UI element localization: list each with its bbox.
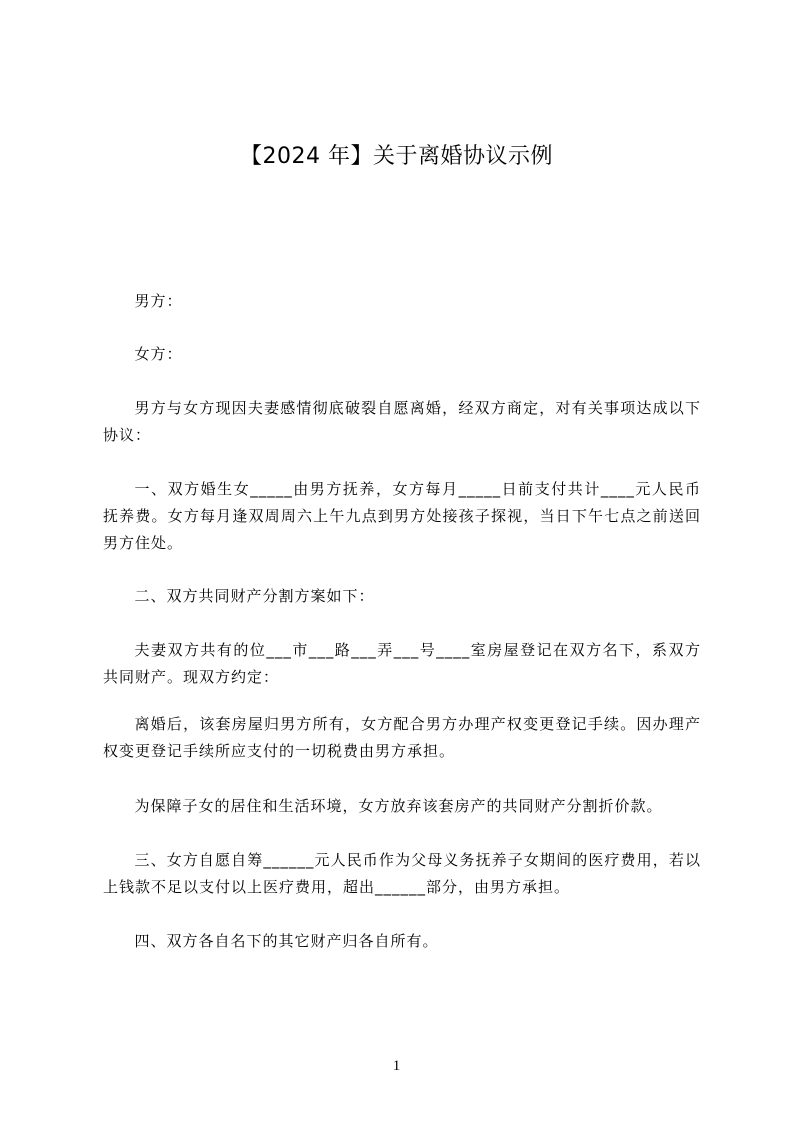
paragraph-clause-2-property: 二、双方共同财产分割方案如下： xyxy=(134,587,375,605)
paragraph-husband: 男方： xyxy=(134,292,183,310)
paragraph-joint-house: 夫妻双方共有的位___市___路___弄___号____室房屋登记在双方名下，系双方共同财产。现双方约定： xyxy=(103,641,701,686)
paragraph-clause-4-other-property: 四、双方各自名下的其它财产归各自所有。 xyxy=(134,932,439,950)
paragraph-clause-1-custody: 一、双方婚生女_____由男方抚养，女方每月_____日前支付共计____元人民币抚养费。女方每月逢双周周六上午九点到男方处接孩子探视，当日下午七点之前送回男方住处。 xyxy=(103,480,701,552)
paragraph-waiver: 为保障子女的居住和生活环境，女方放弃该套房产的共同财产分割折价款。 xyxy=(134,797,663,815)
page-number: 1 xyxy=(392,1058,401,1074)
paragraph-house-ownership: 离婚后，该套房屋归男方所有，女方配合男方办理产权变更登记手续。因办理产权变更登记手续所应支付的一切税费由男方承担。 xyxy=(103,715,701,760)
document-title: 【2024 年】关于离婚协议示例 xyxy=(240,144,553,169)
paragraph-intro: 男方与女方现因夫妻感情彻底破裂自愿离婚，经双方商定，对有关事项达成以下协议： xyxy=(103,399,701,444)
paragraph-clause-3-medical: 三、女方自愿自筹______元人民币作为父母义务抚养子女期间的医疗费用，若以上钱款不足以支付以上医疗费用，超出______部分，由男方承担。 xyxy=(103,851,701,896)
paragraph-wife: 女方： xyxy=(134,345,183,363)
